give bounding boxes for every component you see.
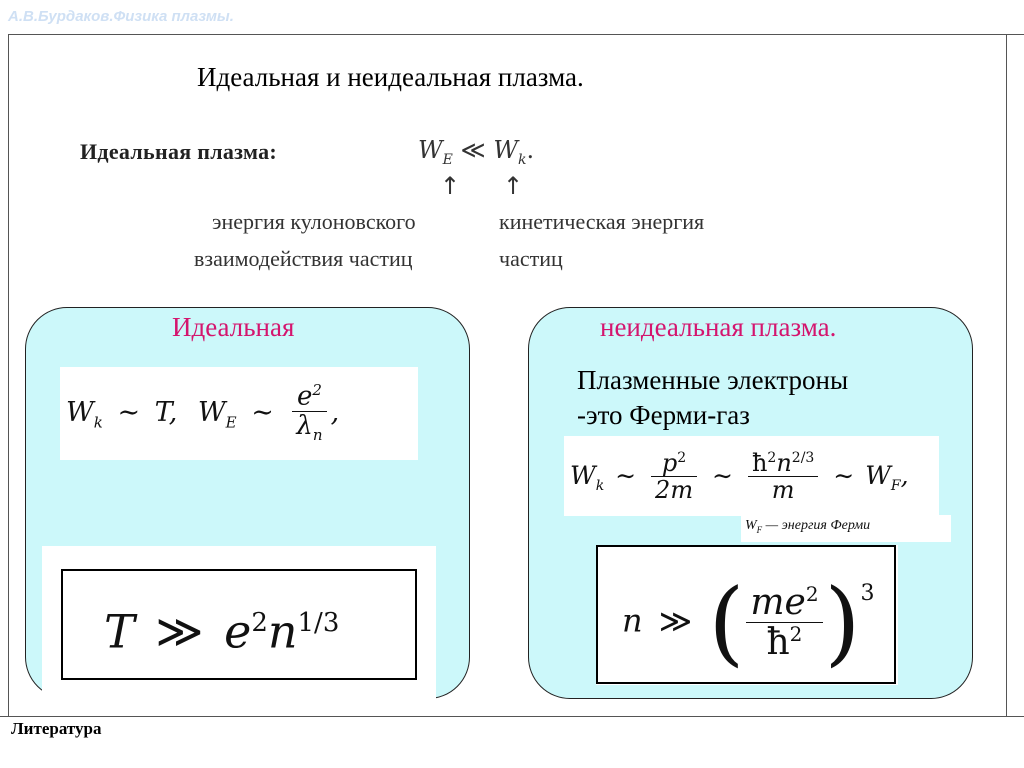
- nonideal-condition-formula: n ≫ ( $\frac{me^2}{ħ^2}$ )$^3$: [622, 569, 875, 677]
- fermi-gas-text: Плазменные электроны: [577, 365, 849, 395]
- ideal-energy-formula: $W_k$ ∼ T, $W_E$ ∼ $\frac{e^2}{\lambda_n}$ ,: [66, 381, 340, 445]
- coulomb-energy-note: энергия кулоновского: [212, 209, 416, 234]
- kinetic-energy-note: кинетическая энергия: [499, 209, 705, 234]
- ideal-plasma-label: Идеальная плазма:: [80, 139, 278, 164]
- ideal-inequality: $W_E$ ≪ $W_k$.: [418, 136, 535, 168]
- fermi-energy-formula: $W_k$ ∼ $\frac{p^2}{2m}$ ∼ $\frac{ħ^2n^{2/3}}{m}$ ∼ $W_F$,: [570, 449, 909, 505]
- literature-link[interactable]: Литература: [11, 719, 102, 738]
- slide-title: Идеальная и неидеальная плазма.: [197, 62, 584, 92]
- ideal-heading: Идеальная: [172, 312, 295, 342]
- kinetic-energy-note: частиц: [499, 246, 563, 271]
- presentation-header: А.В.Бурдаков.Физика плазмы.: [8, 8, 234, 25]
- up-arrow-icon: ↑: [503, 172, 524, 200]
- divider: [0, 716, 1024, 717]
- up-arrow-icon: ↑: [440, 172, 461, 200]
- divider: [1007, 34, 1024, 35]
- nonideal-heading: неидеальная плазма.: [600, 312, 837, 342]
- fermi-energy-note: $W_F$ — энергия Ферми: [741, 515, 951, 542]
- fermi-gas-text: -это Ферми-газ: [577, 400, 750, 430]
- coulomb-energy-note: взаимодействия частиц: [194, 246, 413, 271]
- ideal-condition-formula: T ≫ $e^2n^{1/3}$: [104, 604, 340, 659]
